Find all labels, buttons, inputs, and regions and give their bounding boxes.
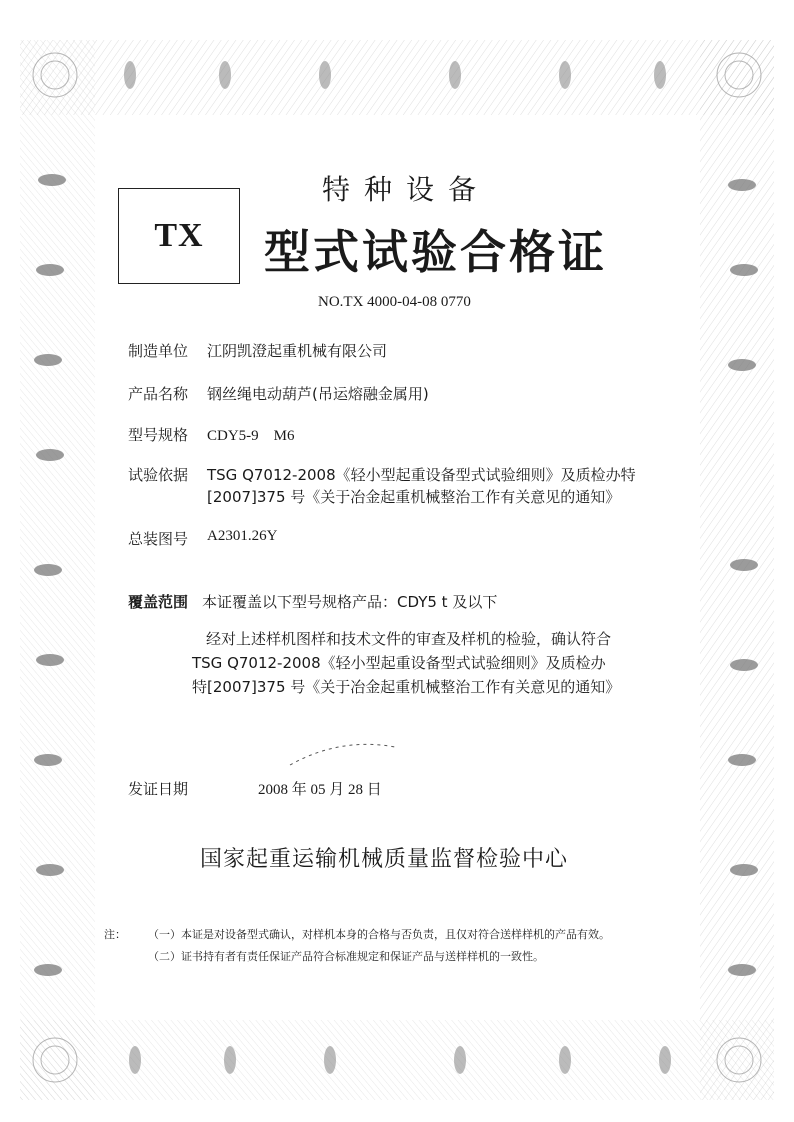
test-basis-label: 试验依据 xyxy=(128,466,189,484)
test-basis-line-1: TSG Q7012-2008《轻小型起重设备型式试验细则》及质检办特 xyxy=(207,466,636,484)
conclusion-line-3: 特[2007]375 号《关于冶金起重机械整治工作有关意见的通知》 xyxy=(192,678,621,696)
coverage-value: 本证覆盖以下型号规格产品：CDY5 t 及以下 xyxy=(202,593,498,611)
product-label: 产品名称 xyxy=(128,385,189,403)
note-line-2: （二）证书持有者有责任保证产品符合标准规定和保证产品与送样样机的一致性。 xyxy=(148,950,544,963)
test-basis-line-2: [2007]375 号《关于冶金起重机械整治工作有关意见的通知》 xyxy=(207,488,621,506)
issuing-authority: 国家起重运输机械质量监督检验中心 xyxy=(200,847,569,872)
notes-label: 注： xyxy=(104,928,126,941)
manufacturer-value: 江阴凯澄起重机械有限公司 xyxy=(207,342,388,360)
tx-mark-box xyxy=(118,188,240,284)
tx-mark: TX xyxy=(154,217,204,254)
issue-date-value: 2008 年 05 月 28 日 xyxy=(258,782,382,798)
certificate-title: 型式试验合格证 xyxy=(264,225,607,279)
model-label: 型号规格 xyxy=(128,426,189,444)
manufacturer-label: 制造单位 xyxy=(128,342,189,360)
model-value: CDY5-9 M6 xyxy=(207,428,295,444)
certificate-subtitle: 特种设备 xyxy=(322,173,491,206)
seal-trace xyxy=(285,735,405,775)
coverage-label: 覆盖范围 xyxy=(128,593,189,611)
conclusion-line-2: TSG Q7012-2008《轻小型起重设备型式试验细则》及质检办 xyxy=(192,654,606,672)
drawing-number-value: A2301.26Y xyxy=(207,528,278,544)
certificate-number: NO.TX 4000-04-08 0770 xyxy=(318,294,471,310)
drawing-number-label: 总装图号 xyxy=(128,530,189,548)
issue-date-label: 发证日期 xyxy=(128,780,189,798)
note-line-1: （一）本证是对设备型式确认，对样机本身的合格与否负责，且仅对符合送样样机的产品有效。 xyxy=(148,928,610,941)
conclusion-line-1: 经对上述样机图样和技术文件的审查及样机的检验，确认符合 xyxy=(206,630,612,648)
product-value: 钢丝绳电动葫芦(吊运熔融金属用) xyxy=(207,385,429,403)
